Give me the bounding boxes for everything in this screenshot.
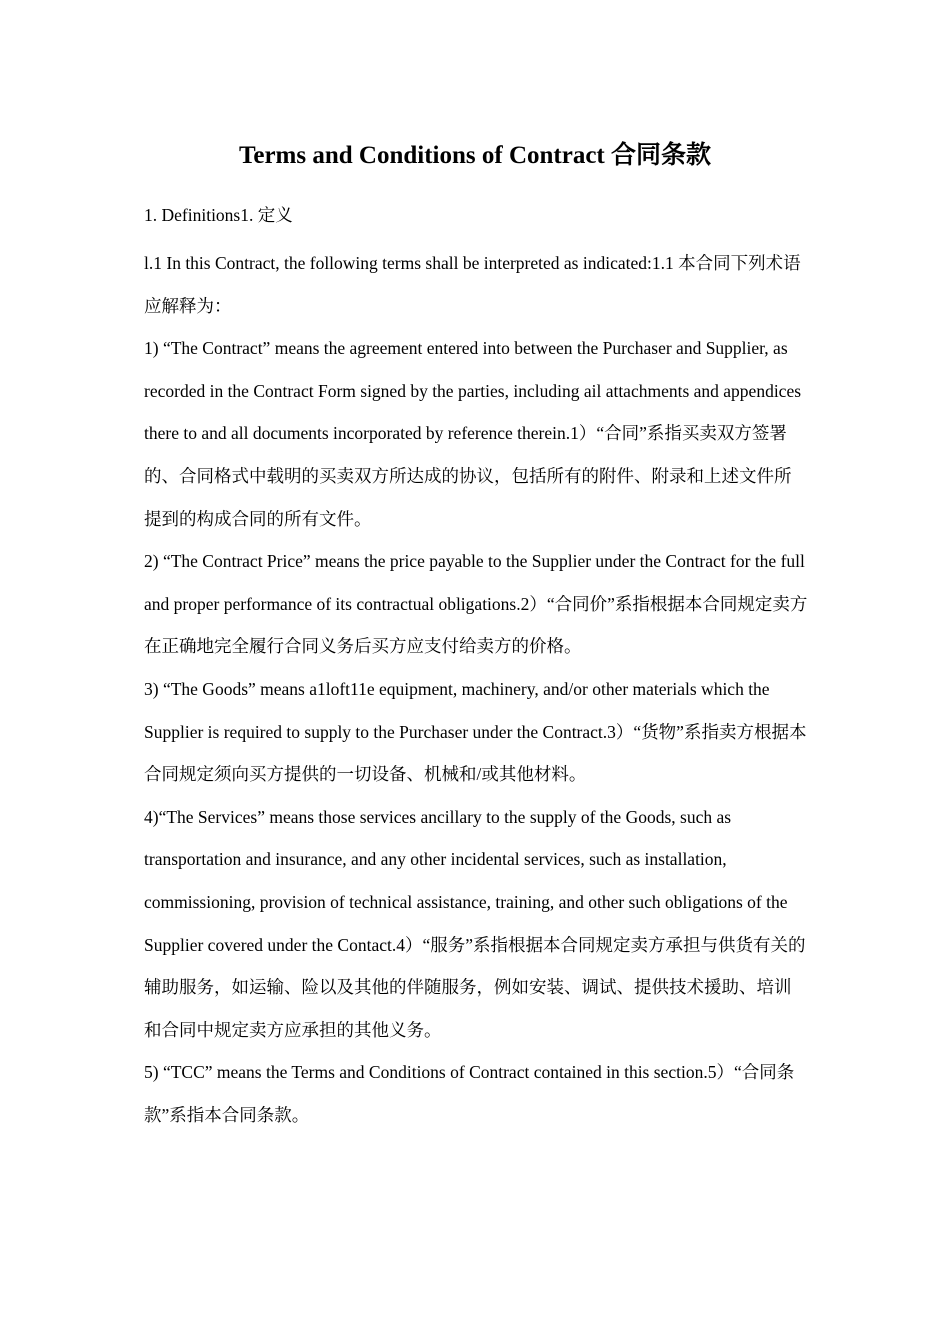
section-heading-definitions: 1. Definitions1. 定义 [144,205,293,225]
definition-tcc: 5) “TCC” means the Terms and Conditions of Contract contained in this section.5）“合同条款”系指本合同条款。 [144,1062,795,1125]
definition-goods: 3) “The Goods” means a1loft11e equipment, machinery, and/or other materials which the Supplier is required to supply to the Purchaser under the Contract.3）“货物”系指卖方根据本合同规定须向买方提供的一切设备、机械和/或其他材料。 [144,678,807,785]
document-title: Terms and Conditions of Contract 合同条款 [238,142,712,169]
definition-contract: 1) “The Contract” means the agreement entered into between the Purchaser and Supplier, as recorded in the Contract Form signed by the parties, including ail attachments and appendices there to and all documents incorporated by reference therein.1）“合同”系指买卖双方签署的、合同格式中载明的买卖双方所达成的协议，包括所有的附件、附录和上述文件所提到的构成合同的所有文件。 [144,338,802,529]
clause-1-1: l.1 In this Contract, the following terms shall be interpreted as indicated:1.1 本合同下列术语应解释为： [144,253,801,316]
definition-contract-price: 2) “The Contract Price” means the price payable to the Supplier under the Contract for the full and proper performance of its contractual obligations.2）“合同价”系指根据本合同规定卖方在正确地完全履行合同义务后买方应支付给卖方的价格。 [144,551,808,657]
definition-services: 4)“The Services” means those services ancillary to the supply of the Goods, such as transportation and insurance, and any other incidental services, such as installation, commissioning, provision of technical assistance, training, and other such obligations of the Supplier covered under the Contact.4）“服务”系指根据本合同规定卖方承担与供货有关的辅助服务，如运输、险以及其他的伴随服务，例如安装、调试、提供技术援助、培训和合同中规定卖方应承担的其他义务。 [144,806,806,1040]
document-body [144,200,808,1136]
